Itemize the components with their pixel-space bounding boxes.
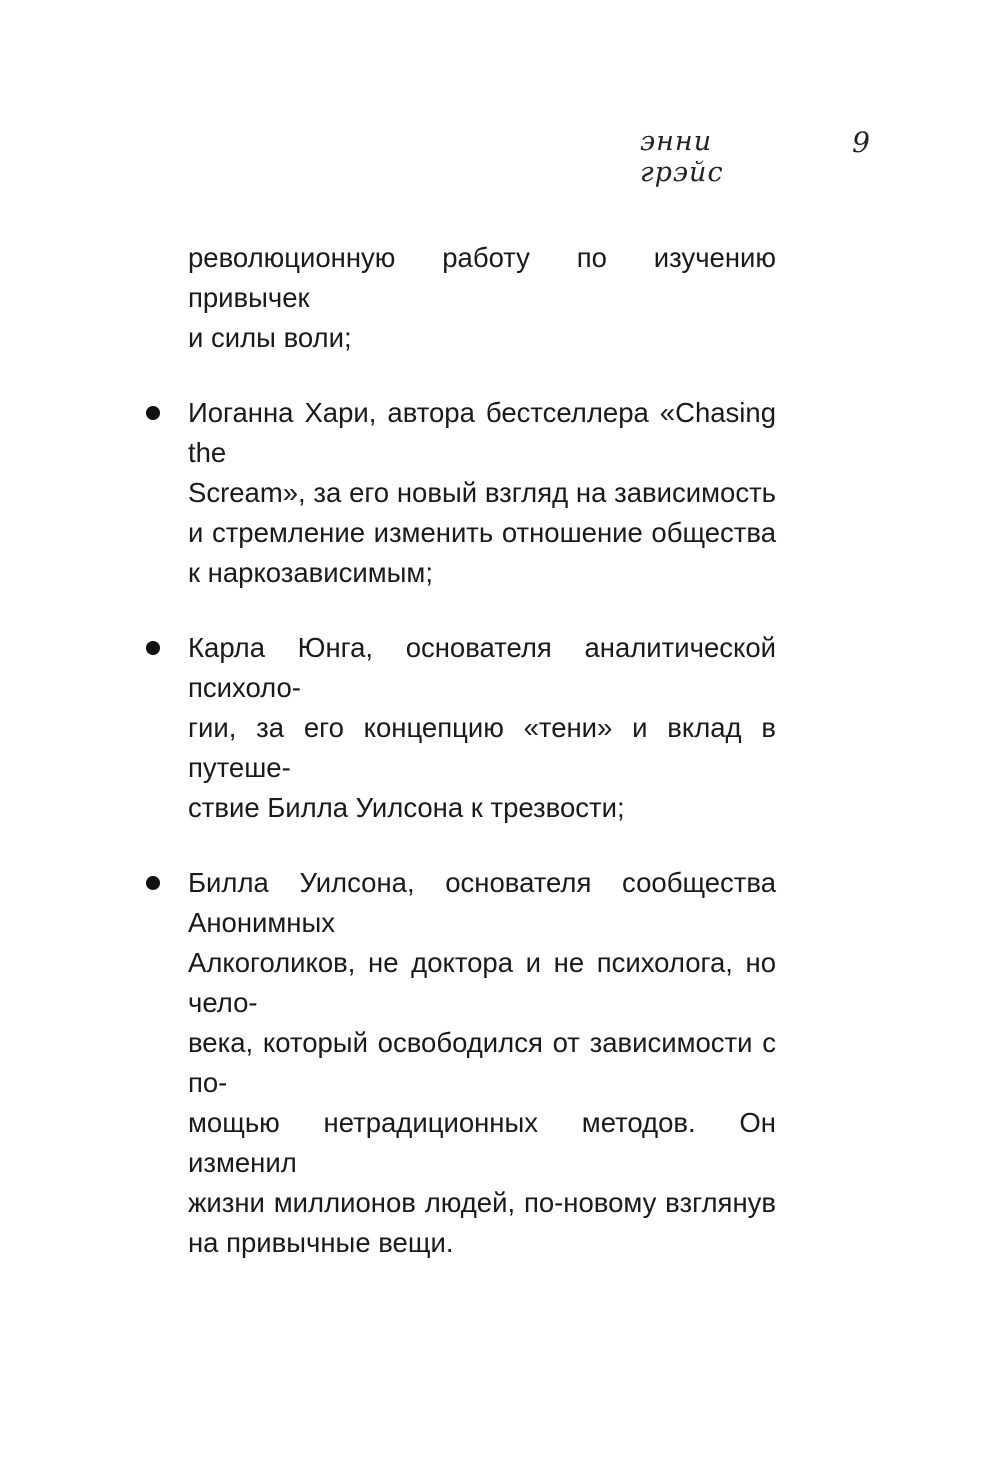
text-line: и силы воли; bbox=[188, 322, 352, 353]
text-line: Иоганна Хари, автора бестселлера «Chasing the bbox=[188, 397, 776, 468]
bullet-dot-icon bbox=[146, 641, 160, 655]
text-line: на привычные вещи. bbox=[188, 1227, 454, 1258]
bullet-item-wilson bbox=[188, 863, 776, 1263]
text-line: гии, за его концепцию «тени» и вклад в путеше- bbox=[188, 712, 776, 783]
text-line: к наркозависимым; bbox=[188, 557, 433, 588]
running-header bbox=[640, 126, 870, 188]
text-line: Алкоголиков, не доктора и не психолога, но чело- bbox=[188, 947, 776, 1018]
bullet-item-hari bbox=[188, 393, 776, 593]
page-number: 9 bbox=[852, 126, 870, 159]
text-line: революционную работу по изучению привычек bbox=[188, 242, 776, 313]
bullet-item-jung bbox=[188, 628, 776, 828]
text-line: Билла Уилсона, основателя сообщества Анонимных bbox=[188, 867, 776, 938]
bullet-dot-icon bbox=[146, 876, 160, 890]
bullet-dot-icon bbox=[146, 406, 160, 420]
text-line: и стремление изменить отношение общества bbox=[188, 517, 776, 548]
text-line: Scream», за его новый взгляд на зависимость bbox=[188, 477, 776, 508]
continuation-paragraph bbox=[188, 238, 776, 358]
text-line: Карла Юнга, основателя аналитической психоло- bbox=[188, 632, 776, 703]
page-body bbox=[188, 238, 776, 1263]
text-line: ствие Билла Уилсона к трезвости; bbox=[188, 792, 625, 823]
text-line: века, который освободился от зависимости с по- bbox=[188, 1027, 776, 1098]
running-head-author: энни грэйс bbox=[640, 126, 724, 188]
text-line: мощью нетрадиционных методов. Он изменил bbox=[188, 1107, 776, 1178]
text-line: жизни миллионов людей, по-новому взглянув bbox=[188, 1187, 776, 1218]
